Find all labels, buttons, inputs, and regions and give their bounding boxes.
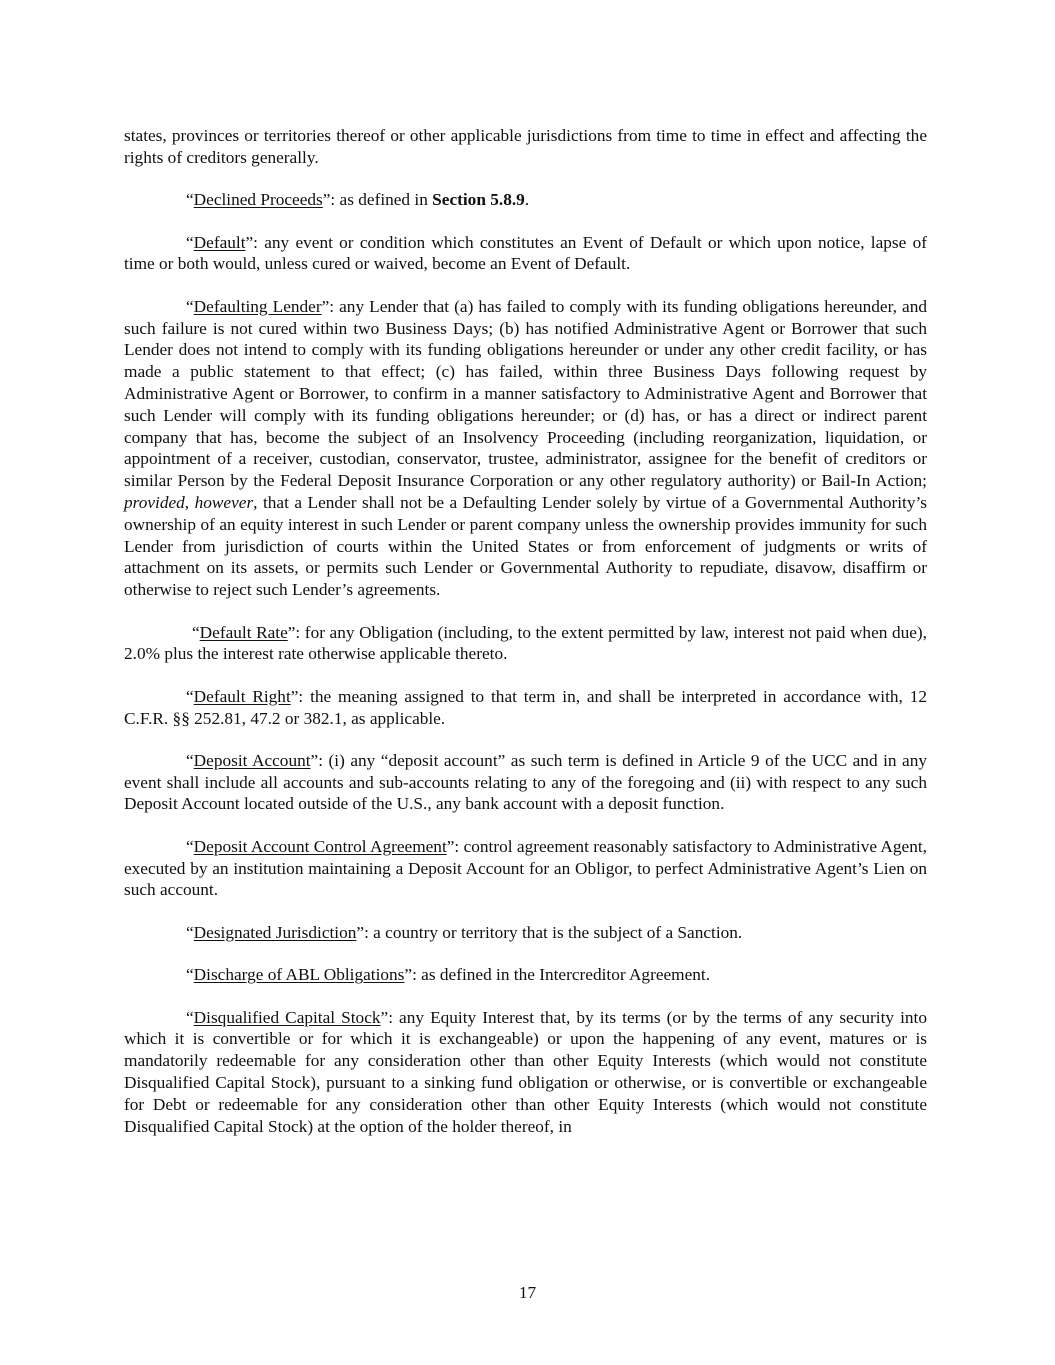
definition-text: : any Lender that (a) has failed to comply with its funding obligations hereunder, and such failure is not cured within two Business Days; (b) has notified Administrative Agent or Borrower that such Lender does not intend to comply with its funding obligations hereunder or under any other credit facility, or has made a public statement to that effect; (c) has failed, within three Business Days following request by Administrative Agent or Borrower, to confirm in a manner satisfactory to Administrative Agent and Borrower that such Lender will comply with its funding obligations hereunder; or (d) has, or has a direct or indirect parent company that has, become the subject of an Insolvency Proceeding (including reorganization, liquidation, or appointment of a receiver, custodian, conservator, trustee, administrator, assignee for the benefit of creditors or similar Person by the Federal Deposit Insurance Corporation or any other regulatory authority) or Bail-In Action;: [124, 296, 928, 491]
definition-text: : any Equity Interest that, by its terms (or by the terms of any security into which it is convertible or for which it is exchangeable) or upon the happening of any event, matures or is mandatorily redeemable for any consideration other than other Equity Interests (which would not constitute Disqualified Capital Stock), pursuant to a sinking fund obligation or otherwise, or is convertible or exchangeable for Debt or redeemable for any consideration other than other Equity Interests (which would not constitute Disqualified Capital Stock) at the option of the holder thereof, in: [124, 1007, 927, 1136]
definition-default: [124, 232, 927, 276]
section-reference: Section 5.8.9: [432, 190, 525, 210]
defined-term: Designated Jurisdiction: [193, 922, 357, 942]
definition-disqualified-capital-stock: [124, 1007, 927, 1138]
continuation-paragraph: states, provinces or territories thereof or other applicable jurisdictions from time to time in effect and affecting the rights of creditors generally.: [124, 126, 927, 167]
open-quote: “: [186, 232, 194, 252]
definition-deposit-account-control-agreement: [124, 836, 927, 901]
definition-text: : (i) any “deposit account” as such term is defined in Article 9 of the UCC and in any event shall include all accounts and sub-accounts relating to any of the foregoing and (ii) with respect to any such Deposit Account located outside of the U.S., any bank account with a deposit function.: [124, 750, 927, 814]
definition-default-rate: [124, 622, 927, 666]
definition-text: : as defined in: [330, 190, 433, 210]
italic-however: however: [194, 492, 254, 512]
document-page: [124, 125, 927, 1158]
definition-text: : for any Obligation (including, to the extent permitted by law, interest not paid when due), 2.0% plus the interest rate otherwise applicable thereto.: [124, 622, 927, 664]
defined-term: Deposit Account: [193, 750, 311, 770]
definition-text: : control agreement reasonably satisfactory to Administrative Agent, executed by an institution maintaining a Deposit Account for an Obligor, to perfect Administrative Agent’s Lien on such account.: [124, 836, 927, 900]
italic-provided: provided: [124, 492, 185, 512]
close-quote: ”: [380, 1007, 389, 1027]
definition-default-right: [124, 686, 927, 730]
defined-term: Discharge of ABL Obligations: [193, 965, 405, 985]
close-quote: ”: [290, 686, 299, 706]
defined-term: Declined Proceeds: [193, 190, 323, 210]
open-quote: “: [186, 750, 194, 770]
close-quote: ”: [287, 622, 296, 642]
close-quote: ”: [356, 922, 365, 942]
defined-term: Defaulting Lender: [193, 296, 322, 316]
definition-text-continued: , that a Lender shall not be a Defaulting Lender solely by virtue of a Governmental Authority’s ownership of an equity interest in such Lender or parent company unless the ownership provides immunity for such Lender from jurisdiction of courts within the United States or from enforcement of judgments or writs of attachment on its assets, or permits such Lender or Governmental Authority to repudiate, disavow, disaffirm or otherwise to reject such Lender’s agreements.: [124, 492, 928, 600]
defined-term: Default Rate: [199, 622, 288, 642]
page-number: 17: [518, 1283, 537, 1302]
open-quote: “: [192, 622, 200, 642]
comma: ,: [184, 492, 195, 512]
close-quote: ”: [245, 232, 254, 252]
definition-text: : the meaning assigned to that term in, and shall be interpreted in accordance with, 12 C.F.R. §§ 252.81, 47.2 or 382.1, as applicable.: [124, 686, 927, 728]
open-quote: “: [186, 190, 194, 210]
definition-discharge-of-abl-obligations: [124, 964, 927, 986]
definition-deposit-account: [124, 750, 927, 815]
defined-term: Disqualified Capital Stock: [193, 1007, 381, 1027]
defined-term: Default Right: [193, 686, 291, 706]
close-quote: ”: [321, 296, 330, 316]
open-quote: “: [186, 922, 194, 942]
definition-declined-proceeds: [124, 189, 927, 211]
open-quote: “: [186, 296, 194, 316]
close-quote: ”: [310, 750, 319, 770]
definition-defaulting-lender: [124, 296, 927, 601]
open-quote: “: [186, 965, 194, 985]
defined-term: Deposit Account Control Agreement: [193, 836, 447, 856]
open-quote: “: [186, 836, 194, 856]
open-quote: “: [186, 686, 194, 706]
close-quote: ”: [404, 965, 413, 985]
definition-designated-jurisdiction: [124, 922, 927, 944]
close-quote: ”: [446, 836, 455, 856]
definition-text: : any event or condition which constitutes an Event of Default or which upon notice, lapse of time or both would, unless cured or waived, become an Event of Default.: [124, 232, 927, 274]
definition-text: : as defined in the Intercreditor Agreement.: [412, 965, 711, 985]
open-quote: “: [186, 1007, 194, 1027]
definition-text: : a country or territory that is the subject of a Sanction.: [364, 922, 743, 942]
close-quote: ”: [322, 190, 331, 210]
definition-text-end: .: [524, 190, 530, 210]
defined-term: Default: [193, 232, 246, 252]
